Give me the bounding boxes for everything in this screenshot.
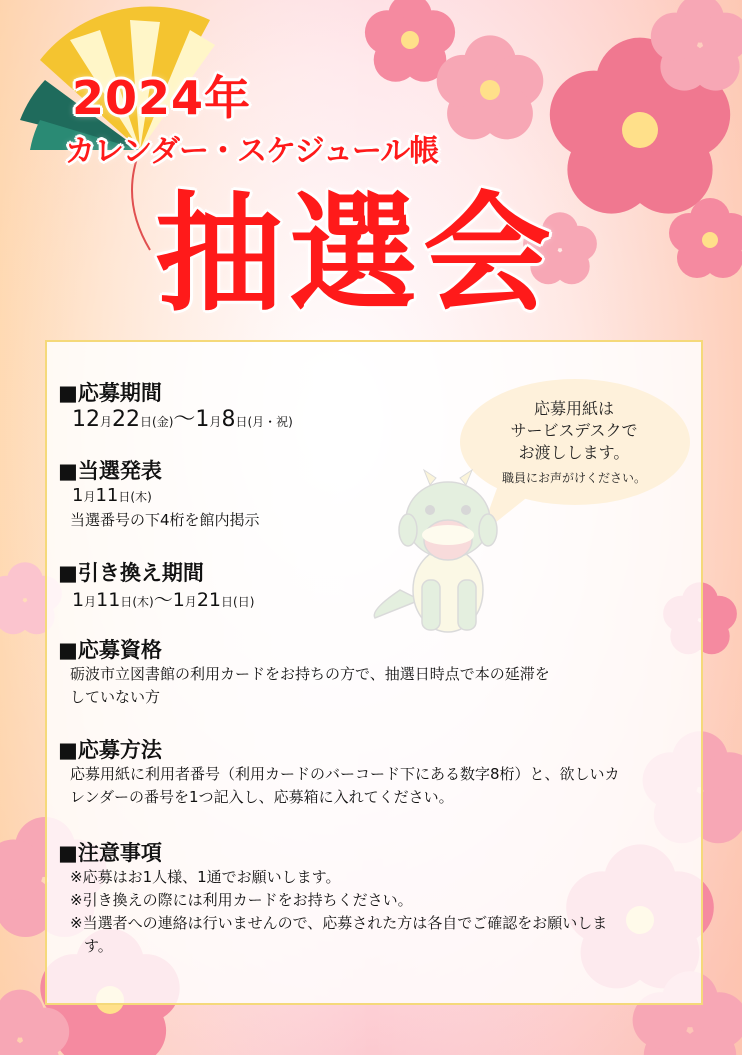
speech-bubble-text: [468, 398, 680, 488]
section-notes: [58, 840, 607, 958]
section-heading: ■引き換え期間: [58, 561, 204, 585]
eligibility-line-2: していない方: [70, 688, 161, 706]
unit: 月: [84, 595, 97, 609]
section-announce: [58, 458, 260, 532]
date-day: 11: [95, 485, 119, 506]
date-month: 12: [72, 407, 100, 432]
unit: 月: [209, 415, 222, 429]
weekday: (木): [130, 490, 152, 504]
weekday: (月・祝): [247, 415, 293, 429]
date-month: 1: [72, 589, 85, 611]
date-day: 8: [221, 407, 236, 432]
unit: 日: [235, 415, 248, 429]
date-month: 1: [195, 407, 210, 432]
tilde: 〜: [153, 589, 173, 611]
section-exchange: [58, 560, 254, 616]
section-eligibility: [58, 637, 550, 709]
section-heading: ■応募方法: [58, 738, 162, 762]
unit: 日: [120, 595, 133, 609]
unit: 月: [83, 490, 96, 504]
weekday: (金): [152, 415, 174, 429]
unit: 月: [184, 595, 197, 609]
tilde: 〜: [173, 407, 196, 432]
period-dates: [72, 406, 293, 436]
section-heading: ■当選発表: [58, 459, 162, 483]
notes-line-1: ※応募はお1人様、1通でお願いします。: [70, 868, 341, 886]
section-heading: ■応募資格: [58, 638, 162, 662]
unit: 月: [100, 415, 113, 429]
section-heading: ■注意事項: [58, 841, 162, 865]
date-month: 1: [72, 485, 84, 506]
method-line-2: レンダーの番号を1つ記入し、応募箱に入れてください。: [70, 788, 454, 806]
notes-line-2: ※引き換えの際には利用カードをお持ちください。: [70, 891, 413, 909]
bubble-line-1: 応募用紙は: [533, 399, 614, 418]
weekday: (木): [132, 595, 154, 609]
notes-line-3: ※当選者への連絡は行いませんので、応募された方は各自でご確認をお願いしま: [70, 914, 608, 932]
bubble-line-2: サービスデスクで: [510, 421, 638, 440]
date-day: 11: [96, 589, 121, 611]
bubble-line-3: お渡しします。: [518, 443, 630, 462]
announce-note: 当選番号の下4桁を館内掲示: [70, 511, 260, 529]
main-title: 抽選会: [155, 180, 558, 329]
date-day: 22: [112, 407, 141, 432]
year-title: 2024年: [72, 71, 252, 125]
subtitle: カレンダー・スケジュール帳: [65, 134, 439, 169]
announce-date: [72, 484, 260, 509]
weekday: (日): [233, 595, 255, 609]
unit: 日: [221, 595, 234, 609]
notes-line-4: す。: [84, 937, 113, 955]
eligibility-line-1: 砺波市立図書館の利用カードをお持ちの方で、抽選日時点で本の延滞を: [70, 665, 550, 683]
date-month: 1: [172, 589, 185, 611]
date-day: 21: [196, 589, 221, 611]
method-line-1: 応募用紙に利用者番号（利用カードのバーコード下にある数字8桁）と、欲しいカ: [70, 765, 620, 783]
section-period: [58, 380, 293, 436]
unit: 日: [118, 490, 131, 504]
section-heading: ■応募期間: [58, 381, 162, 405]
unit: 日: [140, 415, 153, 429]
bubble-line-4: 職員にお声がけください。: [501, 471, 646, 485]
exchange-dates: [72, 586, 254, 616]
section-method: [58, 737, 620, 809]
